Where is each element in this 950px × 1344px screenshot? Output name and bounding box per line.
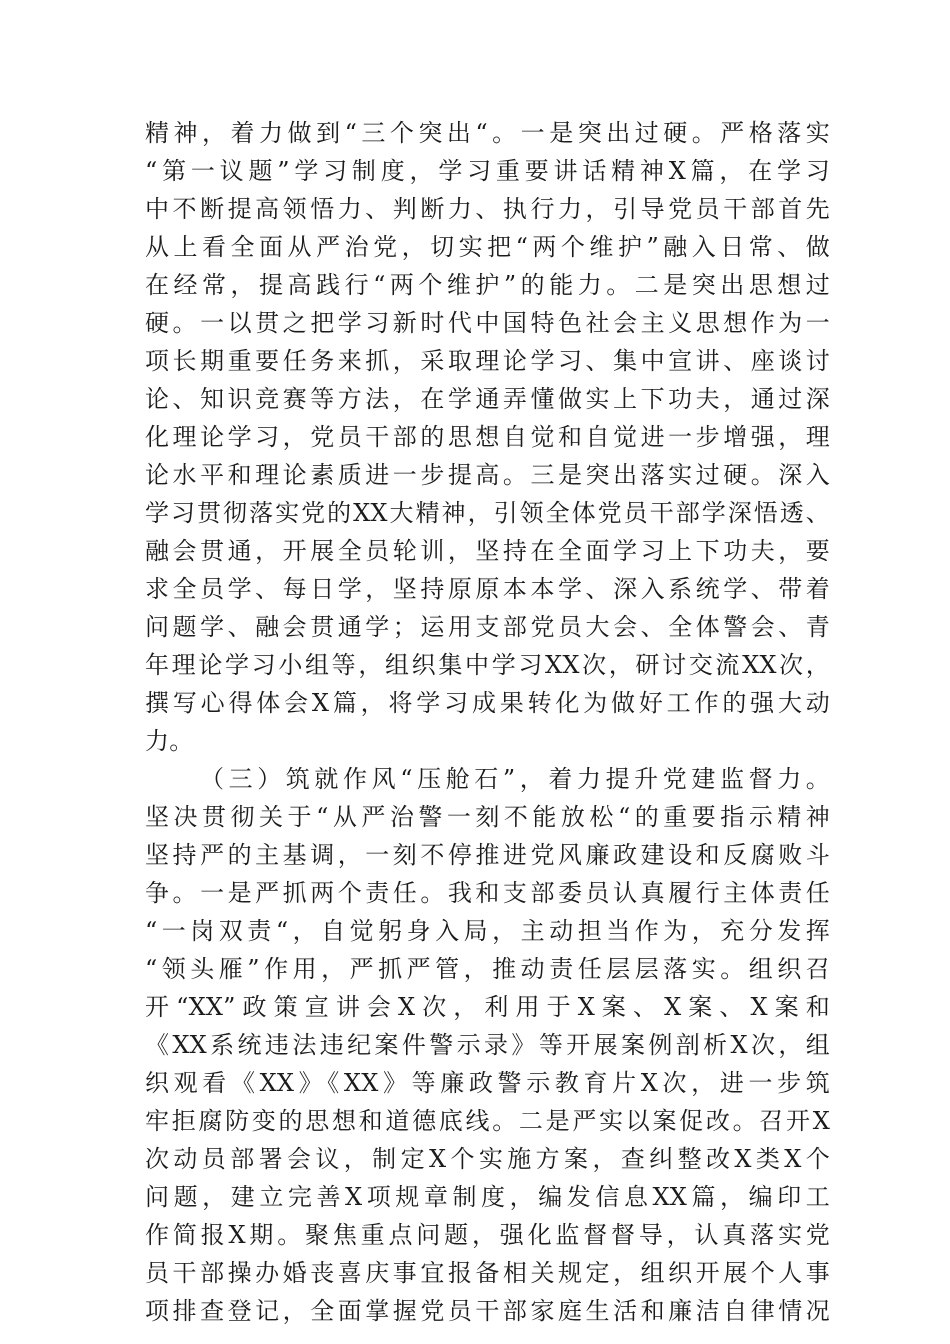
text-line: 牢拒腐防变的思想和道德底线。二是严实以案促改。召开X	[145, 1107, 830, 1135]
text-line: 员干部操办婚丧喜庆事宜报备相关规定，组织开展个人事	[145, 1259, 830, 1287]
text-line: 撰写心得体会X篇，将学习成果转化为做好工作的强大动	[145, 689, 830, 717]
text-line: “一岗双责“，自觉躬身入局，主动担当作为，充分发挥	[145, 917, 830, 945]
text-line: 学习贯彻落实党的XX大精神，引领全体党员干部学深悟透、	[145, 499, 830, 527]
text-line: 开“XX”政策宣讲会X次，利用于X案、X案、X案和	[145, 993, 830, 1021]
text-line: 论水平和理论素质进一步提高。三是突出落实过硬。深入	[145, 461, 830, 489]
text-line: 坚持严的主基调，一刻不停推进党风廉政建设和反腐败斗	[145, 841, 830, 869]
text-line: 次动员部署会议，制定X个实施方案，查纠整改X类X个	[145, 1145, 830, 1173]
text-line: “领头雁”作用，严抓严管，推动责任层层落实。组织召	[145, 955, 830, 983]
text-line: 项长期重要任务来抓，采取理论学习、集中宣讲、座谈讨	[145, 347, 830, 375]
text-line: 问题，建立完善X项规章制度，编发信息XX篇，编印工	[145, 1183, 830, 1211]
section-heading: （三）筑就作风“压舱石”，着力提升党建监督力。	[200, 765, 830, 793]
text-line: 中不断提高领悟力、判断力、执行力，引导党员干部首先	[145, 195, 830, 223]
text-line: 论、知识竞赛等方法，在学通弄懂做实上下功夫，通过深	[145, 385, 830, 413]
text-line: 硬。一以贯之把学习新时代中国特色社会主义思想作为一	[145, 309, 830, 337]
text-line: 问题学、融会贯通学；运用支部党员大会、全体警会、青	[145, 613, 830, 641]
text-line: 求全员学、每日学，坚持原原本本学、深入系统学、带着	[145, 575, 830, 603]
text-line: 《XX系统违法违纪案件警示录》等开展案例剖析X次，组	[145, 1031, 830, 1059]
text-line: “第一议题”学习制度，学习重要讲话精神X篇，在学习	[145, 157, 830, 185]
text-line: 从上看全面从严治党，切实把“两个维护”融入日常、做	[145, 233, 830, 261]
text-line: 精神，着力做到“三个突出“。一是突出过硬。严格落实	[145, 119, 830, 147]
text-line: 坚决贯彻关于“从严治警一刻不能放松“的重要指示精神	[145, 803, 830, 831]
text-line: 作简报X期。聚焦重点问题，强化监督督导，认真落实党	[145, 1221, 830, 1249]
text-line: 力。	[145, 727, 194, 755]
text-line: 在经常，提高践行“两个维护”的能力。二是突出思想过	[145, 271, 830, 299]
text-line: 争。一是严抓两个责任。我和支部委员认真履行主体责任	[145, 879, 830, 907]
text-line: 化理论学习，党员干部的思想自觉和自觉进一步增强，理	[145, 423, 830, 451]
text-line: 织观看《XX》《XX》等廉政警示教育片X次，进一步筑	[145, 1069, 830, 1097]
text-line: 项排查登记，全面掌握党员干部家庭生活和廉洁自律情况	[145, 1297, 830, 1325]
text-line: 年理论学习小组等，组织集中学习XX次，研讨交流XX次，	[145, 651, 830, 679]
text-line: 融会贯通，开展全员轮训，坚持在全面学习上下功夫，要	[145, 537, 830, 565]
